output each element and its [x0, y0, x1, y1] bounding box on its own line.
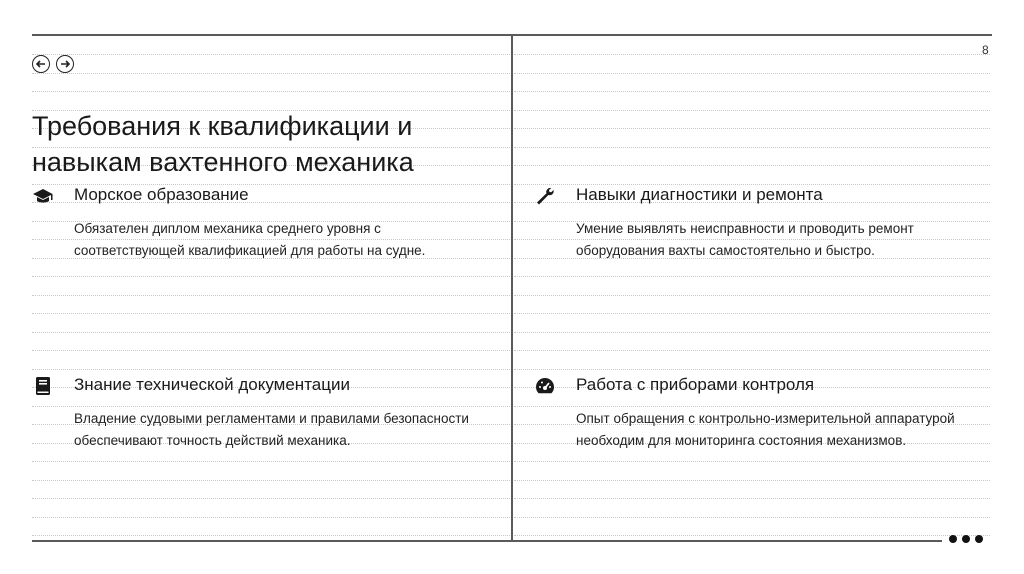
ruled-line	[514, 369, 990, 370]
ruled-line	[32, 313, 510, 314]
ruled-line	[32, 73, 510, 74]
ruled-line	[514, 54, 990, 55]
ruled-line	[32, 517, 510, 518]
ruled-line	[514, 535, 990, 536]
ruled-line	[32, 498, 510, 499]
graduation-cap-icon	[32, 186, 56, 206]
ruled-line	[32, 369, 510, 370]
nav-buttons	[32, 55, 74, 73]
ruled-line	[32, 332, 510, 333]
ruled-line	[514, 110, 990, 111]
book-icon	[32, 376, 56, 396]
ruled-line	[514, 332, 990, 333]
page-title: Требования к квалификации и навыкам вахтенного механика	[32, 111, 414, 178]
next-button[interactable]	[56, 55, 74, 73]
page-number: 8	[982, 43, 989, 57]
card-heading: Морское образование	[74, 185, 249, 204]
wrench-icon	[534, 186, 558, 206]
column-divider	[511, 34, 513, 542]
ruled-line	[32, 461, 510, 462]
ruled-line	[514, 91, 990, 92]
card-text: Умение выявлять неисправности и проводить ремонт оборудования вахты самостоятельно и быстро.	[576, 221, 914, 258]
prev-button[interactable]	[32, 55, 50, 73]
ruled-line	[514, 295, 990, 296]
ruled-line	[514, 406, 990, 407]
ruled-line	[32, 535, 510, 536]
ruled-line	[514, 313, 990, 314]
ruled-line	[514, 517, 990, 518]
more-dot-icon	[975, 535, 983, 543]
ruled-line	[514, 498, 990, 499]
ruled-line	[514, 350, 990, 351]
card-text: Обязателен диплом механика среднего уровня с соответствующей квалификацией для работы на судне.	[74, 221, 426, 258]
gauge-icon	[534, 376, 558, 396]
card-heading: Навыки диагностики и ремонта	[576, 185, 823, 204]
ruled-line	[514, 147, 990, 148]
ruled-line	[514, 73, 990, 74]
arrow-left-icon	[35, 58, 47, 70]
more-dot-icon	[962, 535, 970, 543]
ruled-line	[514, 165, 990, 166]
ruled-line	[514, 480, 990, 481]
more-menu-button[interactable]	[949, 535, 983, 543]
card-text: Опыт обращения с контрольно-измерительной аппаратурой необходим для мониторинга состояния механизмов.	[576, 411, 955, 448]
ruled-line	[32, 350, 510, 351]
card-heading: Знание технической документации	[74, 375, 350, 394]
card-heading: Работа с приборами контроля	[576, 375, 815, 394]
ruled-line	[32, 54, 510, 55]
ruled-line	[514, 128, 990, 129]
ruled-line	[514, 461, 990, 462]
more-dot-icon	[949, 535, 957, 543]
ruled-line	[32, 91, 510, 92]
ruled-line	[32, 295, 510, 296]
card-text: Владение судовыми регламентами и правилами безопасности обеспечивают точность действий механика.	[74, 411, 469, 448]
ruled-line	[32, 480, 510, 481]
ruled-line	[514, 276, 990, 277]
ruled-line	[32, 276, 510, 277]
arrow-right-icon	[59, 58, 71, 70]
ruled-line	[32, 406, 510, 407]
bottom-rule	[32, 540, 942, 542]
